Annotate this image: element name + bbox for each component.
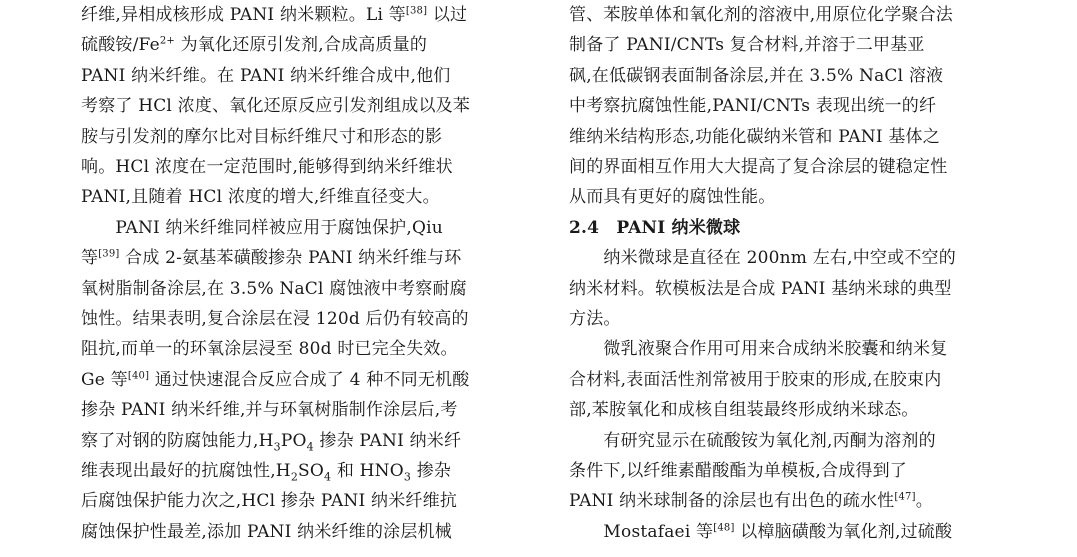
citation-superscript: [40] (127, 370, 150, 382)
text-line (81, 92, 470, 121)
text-line (569, 1, 953, 30)
text-line (81, 123, 442, 152)
chemical-subscript: 3 (273, 439, 281, 453)
text-line (81, 305, 469, 334)
text-line (81, 427, 461, 456)
citation-superscript: [39] (98, 248, 120, 260)
text-run: PANI 纳米球制备的涂层也有出色的疏水性 (569, 491, 895, 512)
text-line (569, 305, 621, 334)
citation-superscript: [48] (713, 522, 735, 534)
text-line (81, 366, 469, 395)
citation-superscript: [47] (894, 491, 916, 503)
text-line (569, 518, 952, 547)
text-run: 纳米材料。软模板法是合成 PANI 基纳米球的典型 (569, 278, 952, 299)
text-run: 掺杂 PANI 纳米纤 (313, 430, 462, 451)
text-run: 微乳液聚合作用可用来合成纳米胶囊和纳米复 (569, 339, 948, 360)
text-run: 腐蚀保护性最差,添加 PANI 纳米纤维的涂层机械 (81, 521, 452, 542)
chemical-subscript: 4 (324, 470, 332, 484)
text-run: 间的界面相互作用大大提高了复合涂层的键稳定性 (569, 157, 948, 177)
text-line (81, 396, 458, 425)
text-line (569, 335, 947, 364)
text-run: 阻抗,而单一的环氧涂层浸至 80d 时已完全失效。 (81, 339, 458, 360)
text-run: 砜,在低碳钢表面制备涂层,并在 3.5% NaCl 溶液 (569, 65, 944, 86)
text-run: SO (298, 461, 325, 481)
text-run: 纤维,异相成核形成 PANI 纳米颗粒。Li 等 (81, 5, 406, 25)
text-run: 制备了 PANI/CNTs 复合材料,并溶于二甲基亚 (569, 35, 925, 56)
text-run: 后腐蚀保护能力次之,HCl 掺杂 PANI 纳米纤维抗 (81, 491, 458, 512)
text-line (569, 92, 936, 121)
text-run: 条件下,以纤维素醋酸酯为单模板,合成得到了 (569, 461, 908, 481)
text-run: 等 (81, 248, 99, 269)
text-line (569, 366, 941, 395)
text-line (569, 457, 907, 486)
text-run: 纳米微球是直径在 200nm 左右,中空或不空的 (569, 248, 956, 269)
text-run: 以樟脑磺酸为氧化剂,过硫酸 (734, 521, 953, 542)
text-run: 维表现出最好的抗腐蚀性,H (81, 461, 291, 481)
text-run: PANI,且随着 HCl 浓度的增大,纤维直径变大。 (81, 187, 440, 208)
citation-superscript: 2+ (159, 35, 176, 47)
text-run: 掺杂 (411, 461, 452, 481)
section-heading: 2.4 PANI 纳米微球 (569, 217, 741, 238)
text-run: 蚀性。结果表明,复合涂层在浸 120d 后仍有较高的 (81, 309, 469, 329)
text-line (81, 335, 458, 364)
citation-superscript: [38] (405, 5, 428, 17)
text-line (569, 244, 956, 273)
chemical-subscript: 4 (306, 439, 314, 453)
text-run: 通过快速混合反应合成了 4 种不同无机酸 (149, 369, 470, 390)
text-line (569, 427, 936, 456)
text-run: PO (280, 430, 307, 451)
text-run: 合成 2-氨基苯磺酸掺杂 PANI 纳米纤维与环 (119, 248, 462, 269)
text-run: 中考察抗腐蚀性能,PANI/CNTs 表现出统一的纤 (569, 96, 937, 117)
text-run: PANI 纳米纤维同样被应用于腐蚀保护,Qiu (81, 217, 443, 238)
text-line (81, 62, 451, 91)
text-run: 响。HCl 浓度在一定范围时,能够得到纳米纤维状 (81, 157, 453, 177)
text-run: 从而具有更好的腐蚀性能。 (569, 187, 776, 208)
text-line (81, 183, 440, 212)
text-line (81, 487, 457, 516)
text-run: 氧树脂制备涂层,在 3.5% NaCl 腐蚀液中考察耐腐 (81, 278, 467, 299)
text-run: PANI 纳米纤维。在 PANI 纳米纤维合成中,他们 (81, 65, 451, 86)
text-run: 和 HNO (331, 461, 404, 481)
text-line (81, 244, 461, 273)
text-line (81, 214, 443, 243)
text-run: 管、苯胺单体和氧化剂的溶液中,用原位化学聚合法 (569, 5, 954, 25)
text-run: 为氧化还原引发剂,合成高质量的 (175, 35, 428, 56)
text-run: Mostafaei 等 (569, 521, 714, 542)
text-run: 胺与引发剂的摩尔比对目标纤维尺寸和形态的影 (81, 126, 443, 147)
text-run: 合材料,表面活性剂常被用于胶束的形成,在胶束内 (569, 369, 942, 390)
text-run: 以过 (427, 5, 468, 25)
chemical-subscript: 3 (403, 470, 412, 484)
text-line (81, 457, 451, 486)
text-line (569, 487, 933, 516)
text-run: 维纳米结构形态,功能化碳纳米管和 PANI 基体之 (569, 126, 940, 147)
text-line (81, 31, 427, 60)
text-run: 部,苯胺氧化和成核自组装最终形成纳米球态。 (569, 400, 919, 421)
text-line (569, 183, 775, 212)
chemical-subscript: 2 (290, 470, 299, 484)
text-line (81, 275, 467, 304)
text-run: 。 (915, 491, 933, 512)
text-run: 有研究显示在硫酸铵为氧化剂,丙酮为溶剂的 (569, 430, 936, 451)
text-run: 掺杂 PANI 纳米纤维,并与环氧树脂制作涂层后,考 (81, 400, 458, 421)
text-line (569, 123, 940, 152)
text-line (569, 31, 925, 60)
text-run: 硫酸铵/Fe (81, 35, 160, 56)
text-line (569, 275, 952, 304)
text-line (81, 1, 467, 30)
text-line (81, 518, 452, 547)
text-line (569, 62, 943, 91)
text-run: 察了对钢的防腐蚀能力,H (81, 430, 274, 451)
text-line (569, 214, 740, 243)
text-line (569, 396, 919, 425)
text-run: Ge 等 (81, 369, 128, 390)
text-line (569, 153, 947, 182)
text-line (81, 153, 453, 182)
text-run: 考察了 HCl 浓度、氧化还原反应引发剂组成以及苯 (81, 96, 471, 117)
text-run: 方法。 (569, 309, 621, 329)
